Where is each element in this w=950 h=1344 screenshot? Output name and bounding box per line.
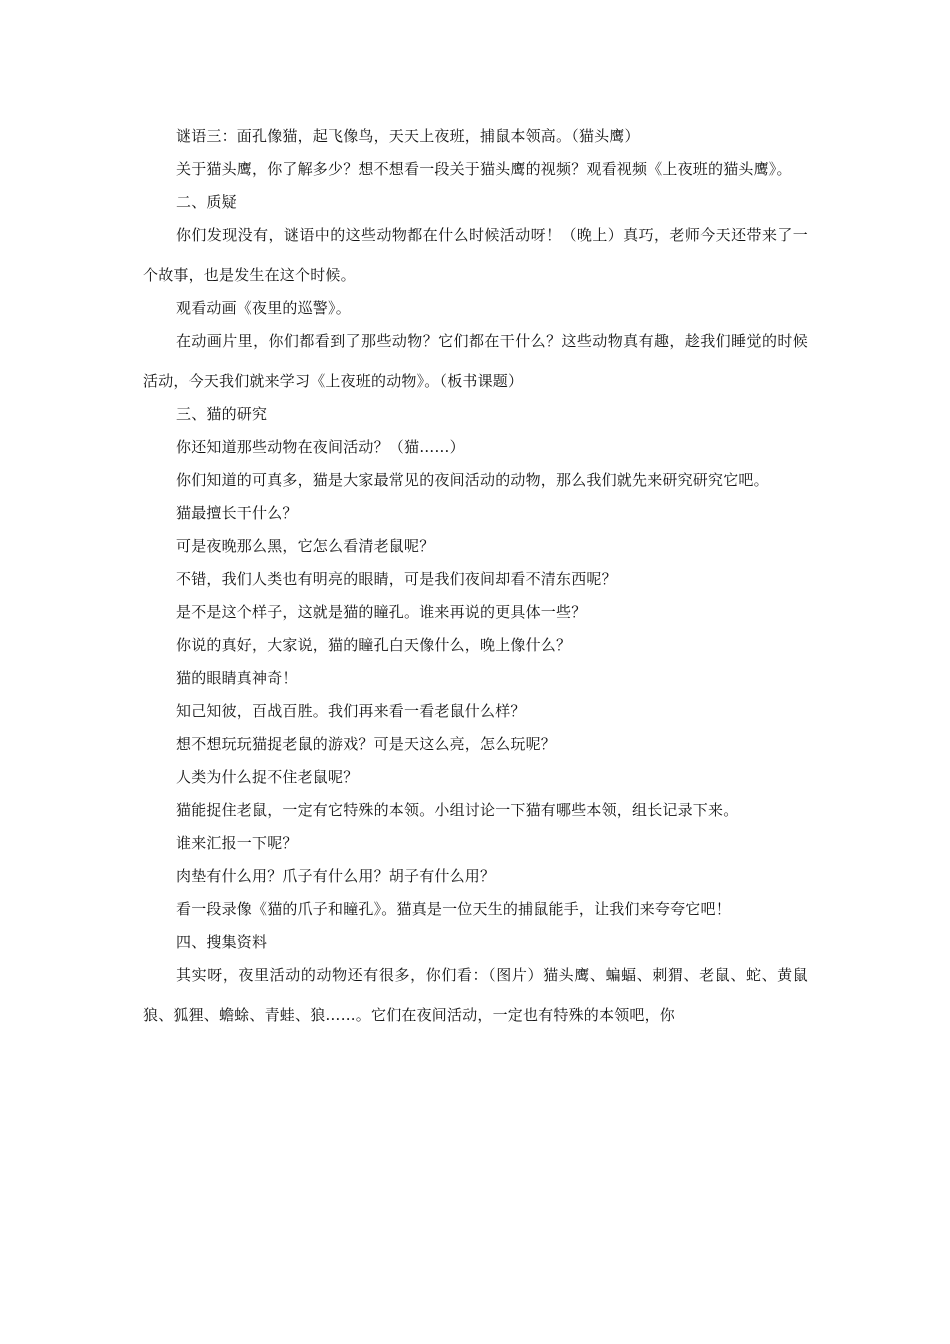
animation-discussion-paragraph: 在动画片里，你们都看到了那些动物？它们都在干什么？这些动物真有趣，趁我们睡觉的时候活动，今天我们就来学习《上夜班的动物》。（板书课题） (143, 332, 808, 390)
dark-night-question: 可是夜晚那么黑，它怎么看清老鼠呢？ (176, 537, 435, 555)
human-eyes-question: 不错，我们人类也有明亮的眼睛，可是我们夜间却看不清东西呢？ (176, 570, 617, 588)
claw-pupil-video: 看一段录像《猫的爪子和瞳孔》。猫真是一位天生的捕鼠能手，让我们来夸夸它吧！ (176, 900, 731, 918)
cat-eyes-amazing: 猫的眼睛真神奇！ (176, 669, 298, 687)
animation-paragraph: 观看动画《夜里的巡警》。 (176, 299, 351, 317)
cat-pupil-paragraph: 是不是这个样子，这就是猫的瞳孔。谁来再说的更具体一些？ (176, 603, 587, 621)
know-the-mouse: 知己知彼，百战百胜。我们再来看一看老鼠什么样？ (176, 702, 526, 720)
cat-skill-question: 猫最擅长干什么？ (176, 504, 298, 522)
paw-claw-whisker-question: 肉垫有什么用？爪子有什么用？胡子有什么用？ (176, 867, 496, 885)
night-activity-paragraph: 你们发现没有，谜语中的这些动物都在什么时候活动呀！（晚上）真巧，老师今天还带来了一个故事，也是发生在这个时候。 (143, 226, 808, 284)
section-heading-collect-info: 四、搜集资料 (176, 933, 268, 951)
section-heading-cat-research: 三、猫的研究 (176, 405, 268, 423)
section-heading-question: 二、质疑 (176, 193, 237, 211)
night-animals-list: 其实呀，夜里活动的动物还有很多，你们看：（图片）猫头鹰、蝙蝠、刺猬、老鼠、蛇、黄鼠狼、狐狸、蟾蜍、青蛙、狼……。它们在夜间活动，一定也有特殊的本领吧，你 (143, 966, 808, 1024)
cat-research-intro: 你们知道的可真多，猫是大家最常见的夜间活动的动物，那么我们就先来研究研究它吧。 (176, 471, 769, 489)
who-reports: 谁来汇报一下呢？ (176, 834, 298, 852)
why-humans-cannot-catch: 人类为什么捉不住老鼠呢？ (176, 768, 359, 786)
group-discussion: 猫能捉住老鼠，一定有它特殊的本领。小组讨论一下猫有哪些本领，组长记录下来。 (176, 801, 739, 819)
pupil-day-night-question: 你说的真好，大家说，猫的瞳孔白天像什么，晚上像什么？ (176, 636, 572, 654)
cat-mouse-game: 想不想玩玩猫捉老鼠的游戏？可是天这么亮，怎么玩呢？ (176, 735, 557, 753)
document-body (143, 120, 808, 1032)
owl-video-paragraph: 关于猫头鹰，你了解多少？想不想看一段关于猫头鹰的视频？观看视频《上夜班的猫头鹰》。 (176, 160, 792, 178)
night-animals-question: 你还知道那些动物在夜间活动？（猫……） (176, 438, 465, 456)
riddle-three: 谜语三：面孔像猫，起飞像鸟，天天上夜班，捕鼠本领高。（猫头鹰） (176, 127, 640, 145)
